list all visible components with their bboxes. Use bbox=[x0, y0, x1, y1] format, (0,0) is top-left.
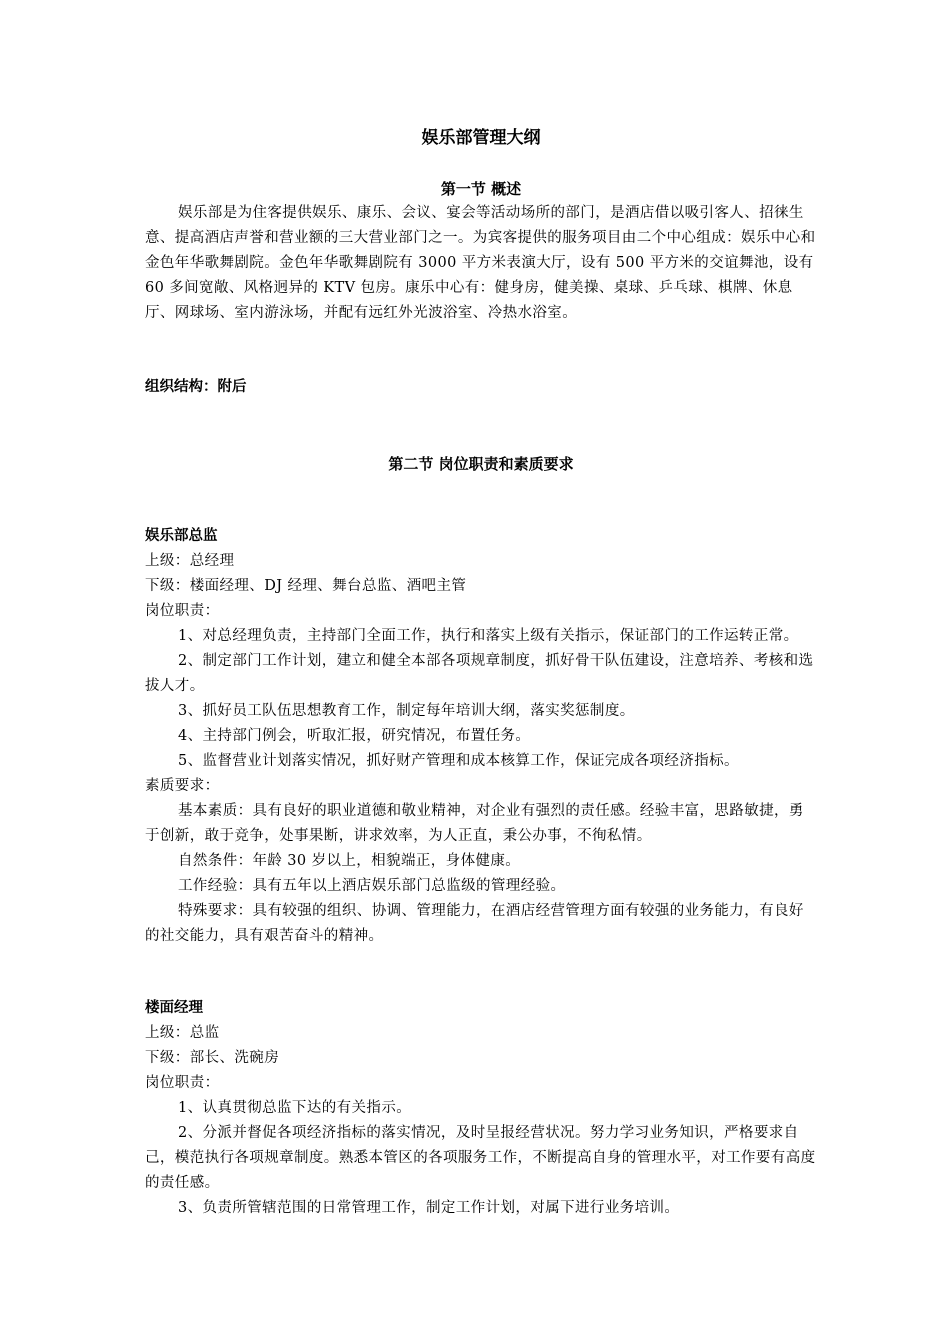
director-quality-item: 自然条件：年龄 30 岁以上，相貌端正，身体健康。 bbox=[178, 853, 521, 869]
floor-manager-duties-label: 岗位职责： bbox=[145, 1075, 220, 1091]
floor-manager-superior: 上级：总监 bbox=[145, 1025, 220, 1041]
director-duties-label: 岗位职责： bbox=[145, 603, 220, 619]
director-subordinates: 下级：楼面经理、DJ 经理、舞台总监、酒吧主管 bbox=[145, 578, 467, 594]
floor-manager-duty-item: 3、负责所管辖范围的日常管理工作，制定工作计划，对属下进行业务培训。 bbox=[178, 1200, 680, 1216]
director-quality-label: 素质要求： bbox=[145, 778, 220, 794]
director-duty-item: 4、主持部门例会，听取汇报，研究情况，布置任务。 bbox=[178, 728, 531, 744]
director-quality-item: 工作经验：具有五年以上酒店娱乐部门总监级的管理经验。 bbox=[178, 878, 566, 894]
director-section bbox=[145, 524, 817, 949]
section-2-heading: 第二节 岗位职责和素质要求 bbox=[388, 455, 574, 473]
director-quality-item: 基本素质：具有良好的职业道德和敬业精神，对企业有强烈的责任感。经验丰富，思路敏捷，勇于创新，敢于竞争，处事果断，讲求效率，为人正直，秉公办事，不徇私情。 bbox=[145, 803, 804, 844]
director-duty-item: 1、对总经理负责，主持部门全面工作，执行和落实上级有关指示，保证部门的工作运转正常。 bbox=[178, 628, 799, 644]
director-duty-item: 2、制定部门工作计划，建立和健全本部各项规章制度，抓好骨干队伍建设，注意培养、考核和选拔人才。 bbox=[145, 653, 814, 694]
document-title: 娱乐部管理大纲 bbox=[421, 128, 541, 148]
overview-paragraph: 娱乐部是为住客提供娱乐、康乐、会议、宴会等活动场所的部门，是酒店借以吸引客人、招徕生意、提高酒店声誉和营业额的三大营业部门之一。为宾客提供的服务项目由二个中心组成：娱乐中心和金色年华歌舞剧院。金色年华歌舞剧院有 3000 平方米表演大厅，设有 500 平方米的交谊舞池，设有 60 多间宽敞、风格迥异的 KTV 包房。康乐中心有：健身房，健美操、桌球、乒乓球、棋牌、休息厅、网球场、室内游泳场，并配有远红外光波浴室、冷热水浴室。 bbox=[145, 205, 816, 321]
floor-manager-subordinates: 下级：部长、洗碗房 bbox=[145, 1050, 280, 1066]
floor-manager-duty-item: 1、认真贯彻总监下达的有关指示。 bbox=[178, 1100, 412, 1116]
floor-manager-duty-item: 2、分派并督促各项经济指标的落实情况，及时呈报经营状况。努力学习业务知识，严格要求自己，模范执行各项规章制度。熟悉本管区的各项服务工作，不断提高自身的管理水平，对工作要有高度的责任感。 bbox=[145, 1125, 816, 1191]
floor-manager-title: 楼面经理 bbox=[145, 1000, 203, 1016]
director-duty-item: 5、监督营业计划落实情况，抓好财产管理和成本核算工作，保证完成各项经济指标。 bbox=[178, 753, 739, 769]
org-structure-line: 组织结构：附后 bbox=[145, 379, 247, 395]
section-1-heading: 第一节 概述 bbox=[440, 180, 522, 198]
director-quality-item: 特殊要求：具有较强的组织、协调、管理能力，在酒店经营管理方面有较强的业务能力，有良好的社交能力，具有艰苦奋斗的精神。 bbox=[145, 903, 804, 944]
director-title: 娱乐部总监 bbox=[145, 528, 218, 544]
floor-manager-section bbox=[145, 996, 817, 1221]
director-duty-item: 3、抓好员工队伍思想教育工作，制定每年培训大纲，落实奖惩制度。 bbox=[178, 703, 635, 719]
director-superior: 上级：总经理 bbox=[145, 553, 235, 569]
section-overview bbox=[145, 177, 817, 326]
